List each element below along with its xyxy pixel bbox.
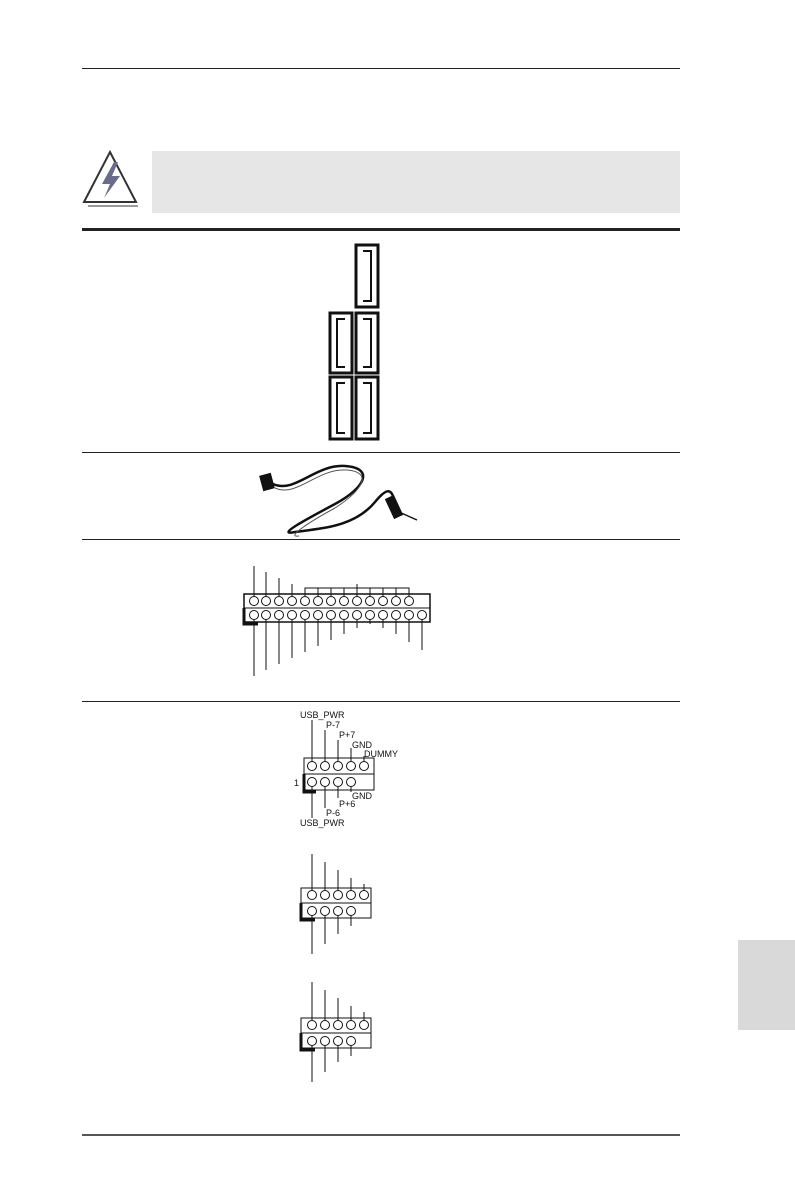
section-divider — [82, 539, 680, 540]
sata-cable-icon — [255, 458, 435, 538]
usb-top-pwr-label: USB_PWR — [300, 710, 345, 720]
sata-connector-icon — [330, 377, 352, 439]
section-divider — [82, 228, 680, 231]
side-tab — [738, 940, 795, 1030]
bottom-rule — [82, 1134, 680, 1136]
usb-dummy-label: DUMMY — [364, 749, 398, 759]
sata-connector-icon — [356, 313, 378, 373]
note-box — [152, 151, 680, 213]
usb-bottom-p-plus-label: P+6 — [339, 799, 356, 809]
sata-connector-icon — [330, 313, 352, 373]
usb-top-gnd-label: GND — [352, 740, 372, 750]
sata-connector-icon — [356, 245, 378, 307]
section-divider — [82, 452, 680, 453]
usb-header-diagram — [280, 708, 420, 838]
front-panel-header-diagram — [240, 560, 440, 690]
usb-bottom-p-minus-label: P-6 — [326, 808, 341, 818]
usb-top-p-minus-label: P-7 — [326, 720, 341, 730]
usb-bottom-pwr-label: USB_PWR — [300, 818, 345, 828]
usb-pin-one-label: 1 — [294, 778, 300, 788]
section-divider — [82, 701, 680, 702]
top-rule — [82, 68, 680, 69]
usb-bottom-gnd-label: GND — [352, 791, 372, 801]
header-diagram-2x5 — [295, 850, 395, 960]
header-diagram-2x5 — [295, 978, 395, 1088]
sata-connectors-diagram — [330, 245, 410, 445]
warning-lightning-icon — [80, 148, 140, 208]
sata-connector-icon — [356, 377, 378, 439]
usb-top-p-plus-label: P+7 — [339, 730, 356, 740]
